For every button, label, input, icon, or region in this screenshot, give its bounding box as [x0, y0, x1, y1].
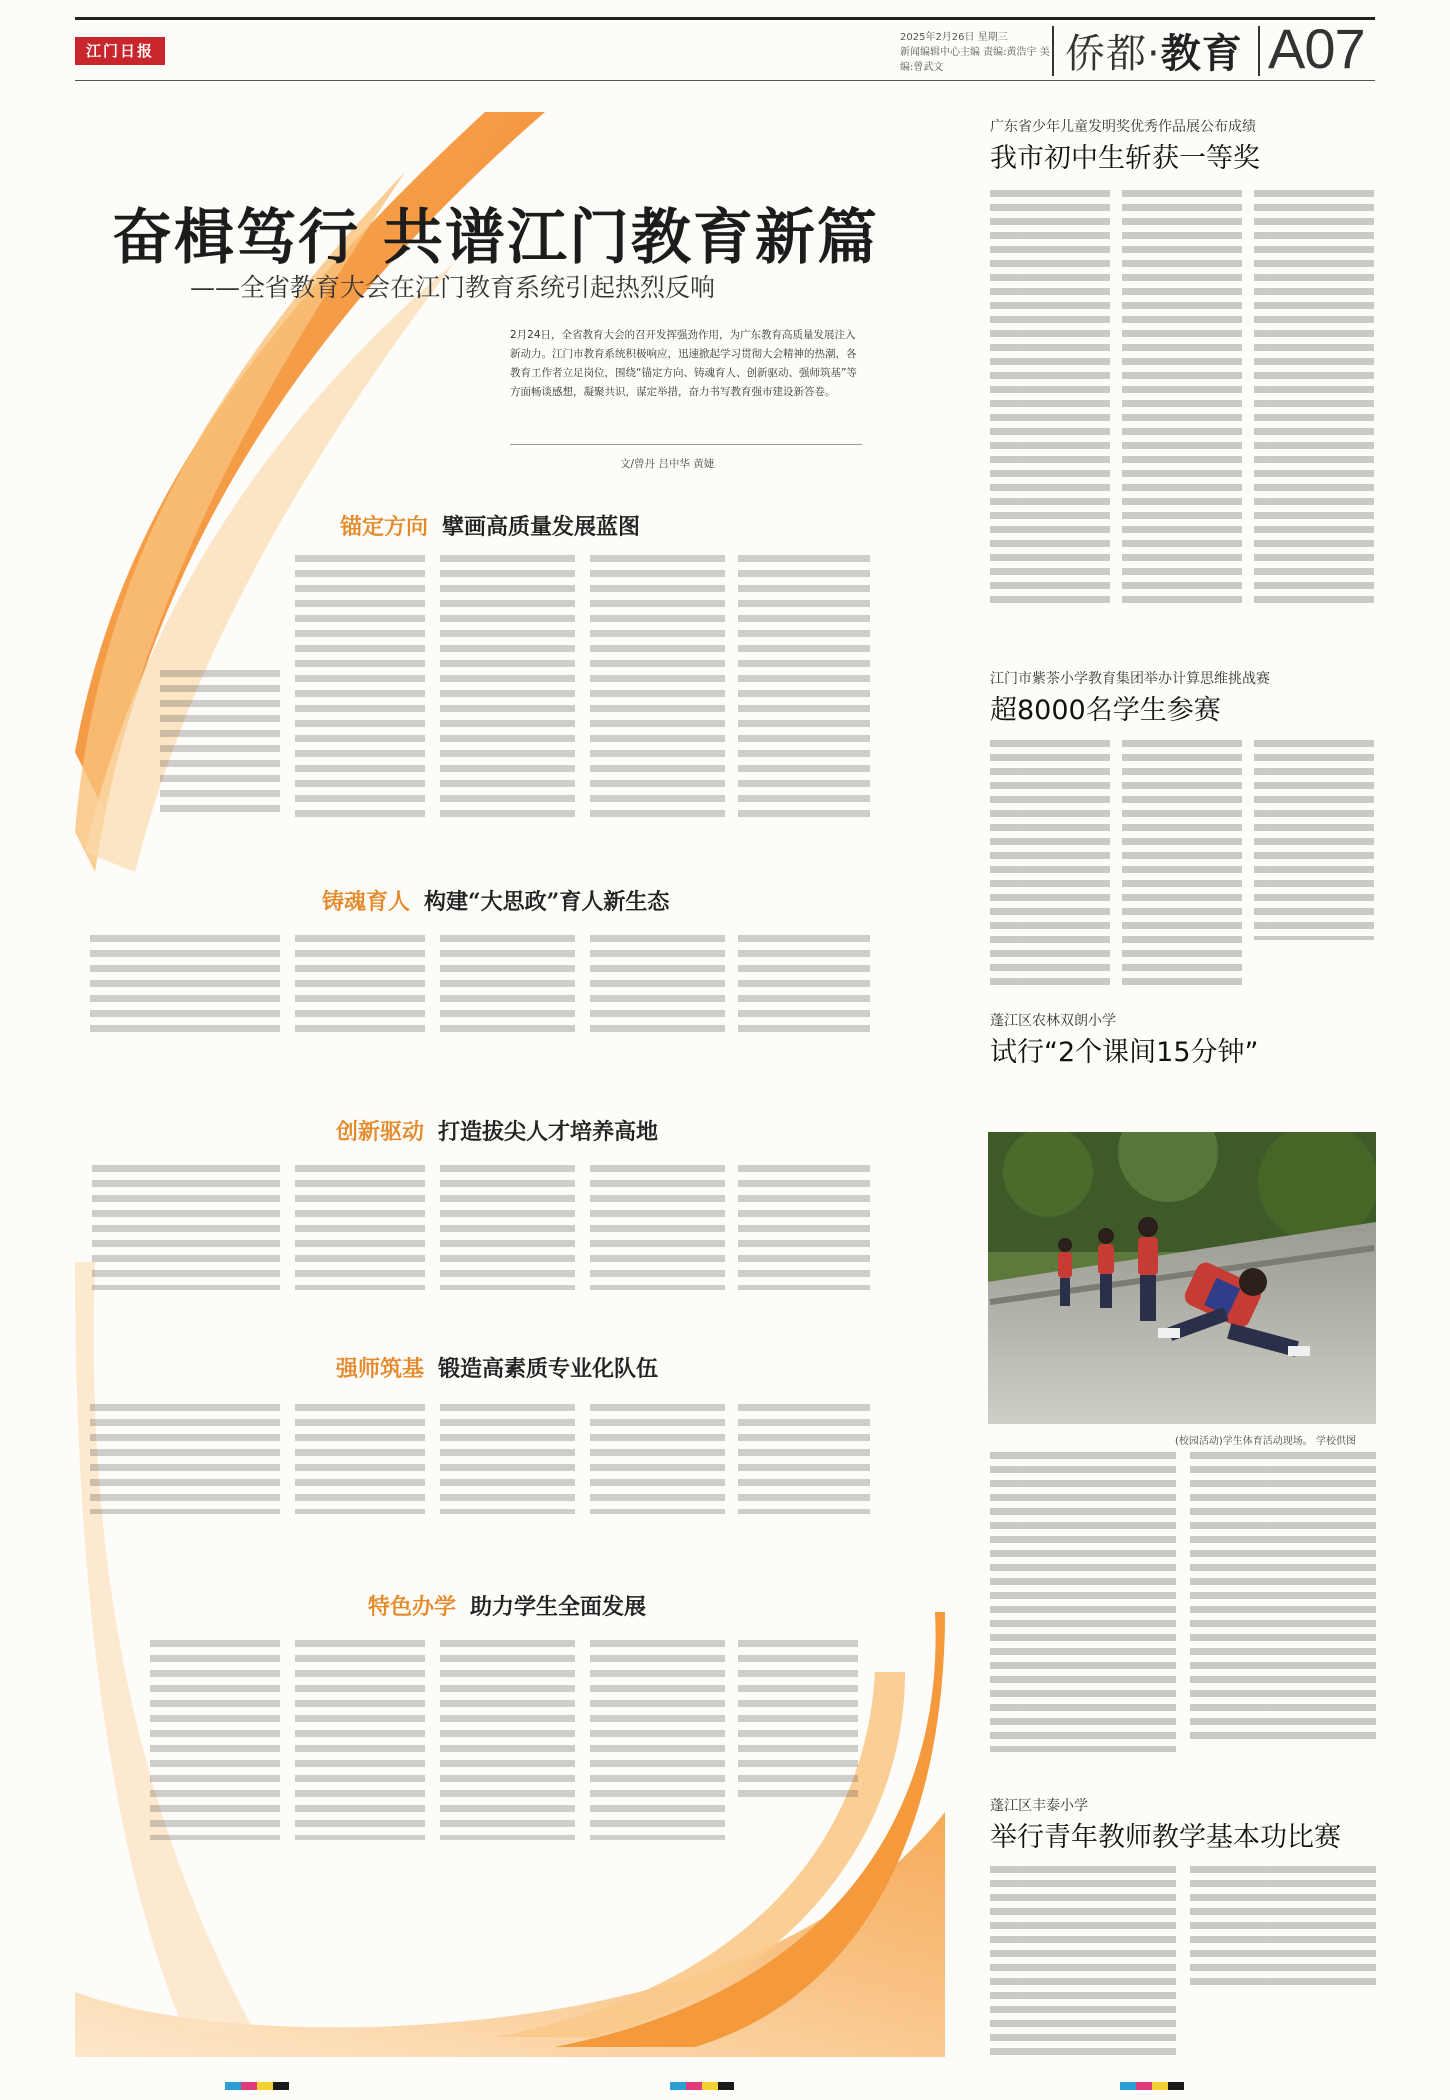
body-text-column [738, 1640, 858, 1805]
section-name-part-a: 侨都· [1065, 31, 1161, 77]
body-text-column [990, 740, 1110, 990]
color-swatch-black [718, 2082, 734, 2090]
side-story-kicker: 广东省少年儿童发明奖优秀作品展公布成绩 [990, 119, 1256, 135]
body-text-column [295, 555, 425, 820]
intro-paragraph: 2月24日，全省教育大会的召开发挥强劲作用，为广东教育高质量发展注入新动力。江门市教育系统积极响应，迅速掀起学习贯彻大会精神的热潮，各教育工作者立足岗位，围绕“锚定方向、铸魂育人、创新驱动、强师筑基”等方面畅谈感想，凝聚共识，谋定举措，奋力书写教育强市建设新答卷。 [510, 329, 857, 398]
section-title: 构建“大思政”育人新生态 [424, 889, 670, 915]
color-swatch-black [1168, 2082, 1184, 2090]
body-text-column [990, 190, 1110, 610]
section-keyword: 创新驱动 [336, 1119, 425, 1145]
page-number: A07 [1268, 17, 1365, 80]
body-text-column [590, 1404, 725, 1514]
side-story-2 [990, 668, 1370, 727]
color-swatch-yellow [702, 2082, 718, 2090]
color-swatch-cyan [1120, 2082, 1136, 2090]
side-story-1 [990, 116, 1370, 175]
body-text-column [738, 555, 870, 820]
main-subheadline: ——全省教育大会在江门教育系统引起热烈反响 [190, 273, 716, 302]
print-color-bar [225, 2082, 289, 2090]
photo-caption: (校园活动)学生体育活动现场。 学校供图 [1175, 1436, 1356, 1447]
masthead-rule [75, 80, 1375, 81]
body-text-column [295, 1404, 425, 1514]
section-name-part-b: 教育 [1160, 31, 1243, 77]
section-heading-4 [336, 1352, 658, 1383]
masthead-divider-2 [1258, 26, 1260, 76]
body-text-column [440, 1165, 575, 1290]
body-text-column [1190, 1866, 1376, 1986]
issue-date: 2025年2月26日 星期三 [900, 32, 1008, 43]
body-text-column [440, 1640, 575, 1840]
section-title: 擘画高质量发展蓝图 [442, 514, 641, 540]
side-story-title: 我市初中生斩获一等奖 [990, 143, 1260, 174]
side-story-3 [990, 1010, 1370, 1069]
color-swatch-black [273, 2082, 289, 2090]
main-headline: 奋楫笃行 共谱江门教育新篇 [112, 203, 879, 273]
issue-meta [900, 30, 1050, 75]
color-swatch-magenta [241, 2082, 257, 2090]
body-text-column [590, 935, 725, 1035]
body-text-column [738, 1404, 870, 1514]
section-heading-3 [336, 1115, 658, 1146]
body-text-column [295, 935, 425, 1035]
body-text-column [150, 1640, 280, 1840]
body-text-column [1122, 740, 1242, 990]
body-text-column [738, 935, 870, 1035]
side-story-kicker: 蓬江区农林双朗小学 [990, 1013, 1116, 1029]
side-story-kicker: 蓬江区丰泰小学 [990, 1798, 1088, 1814]
body-text-column [990, 1452, 1176, 1752]
print-color-bar [670, 2082, 734, 2090]
section-title: 助力学生全面发展 [470, 1594, 647, 1620]
body-text-column [90, 1404, 280, 1514]
body-text-column [160, 670, 280, 820]
body-text-column [590, 1640, 725, 1840]
body-text-column [1190, 1452, 1376, 1742]
section-title: 打造拔尖人才培养高地 [438, 1119, 659, 1145]
side-story-kicker: 江门市紫茶小学教育集团举办计算思维挑战赛 [990, 671, 1270, 687]
masthead-divider [1052, 26, 1054, 76]
body-text-column [440, 935, 575, 1035]
top-rule [75, 17, 1375, 20]
side-story-title: 超8000名学生参赛 [990, 695, 1221, 726]
newspaper-logo: 江门日报 [75, 37, 165, 65]
section-heading-1 [340, 510, 640, 541]
body-text-column [440, 555, 575, 820]
section-title: 锻造高素质专业化队伍 [438, 1356, 659, 1382]
section-keyword: 强师筑基 [336, 1356, 425, 1382]
color-swatch-yellow [1152, 2082, 1168, 2090]
body-text-column [1122, 190, 1242, 610]
body-text-column [90, 935, 280, 1035]
section-keyword: 特色办学 [368, 1594, 457, 1620]
byline: 文/曾丹 吕中华 黄婕 [620, 458, 715, 470]
intro-divider [510, 444, 862, 445]
body-text-column [1254, 190, 1374, 610]
body-text-column [990, 1866, 1176, 2056]
color-swatch-yellow [257, 2082, 273, 2090]
body-text-column [1254, 740, 1374, 940]
side-story-title: 举行青年教师教学基本功比赛 [990, 1822, 1341, 1853]
editor-credits: 新闻编辑中心主编 责编:黄浩宇 美编:曾武文 [900, 47, 1050, 73]
students-exercise-photo [988, 1132, 1376, 1424]
color-swatch-cyan [225, 2082, 241, 2090]
side-story-title: 试行“2个课间15分钟” [990, 1037, 1259, 1068]
color-swatch-cyan [670, 2082, 686, 2090]
body-text-column [738, 1165, 870, 1290]
section-heading-5 [368, 1590, 646, 1621]
color-swatch-magenta [686, 2082, 702, 2090]
color-swatch-magenta [1136, 2082, 1152, 2090]
body-text-column [295, 1165, 425, 1290]
print-color-bar [1120, 2082, 1184, 2090]
body-text-column [295, 1640, 425, 1840]
section-heading-2 [322, 885, 669, 916]
body-text-column [92, 1165, 280, 1290]
section-name [1065, 22, 1243, 79]
body-text-column [440, 1404, 575, 1514]
section-keyword: 锚定方向 [340, 514, 429, 540]
section-keyword: 铸魂育人 [322, 889, 411, 915]
body-text-column [590, 1165, 725, 1290]
side-story-4 [990, 1795, 1370, 1854]
body-text-column [590, 555, 725, 820]
